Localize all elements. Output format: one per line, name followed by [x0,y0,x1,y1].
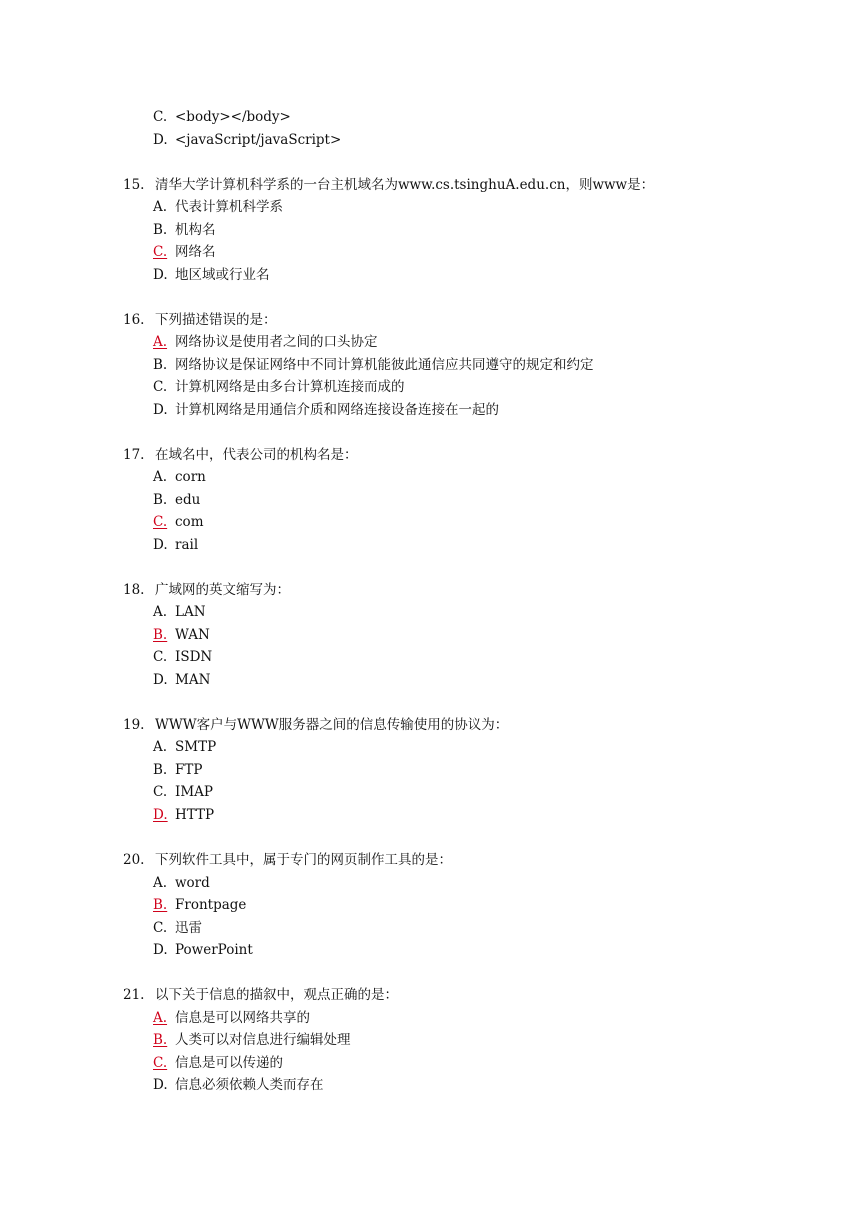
option-text: word [175,875,210,891]
option-text: <body></body> [175,109,291,125]
question-number: 20. [123,852,145,868]
option-b [153,760,202,782]
carryover-option-d [153,130,341,152]
option-text: rail [175,537,199,553]
question-number: 15. [123,177,145,193]
question-number: 18. [123,582,145,598]
option-letter-answer-mark: B. [153,627,168,643]
option-c [153,377,405,399]
question-number: 17. [123,447,145,463]
option-a [153,1008,310,1030]
option-d [153,940,253,962]
question-text: 清华大学计算机科学系的一台主机域名为www.cs.tsinghuA.edu.cn，则www是： [155,177,655,193]
option-text: WAN [175,627,210,643]
option-b [153,355,594,377]
option-text: Frontpage [175,897,247,913]
option-text: 信息是可以网络共享的 [175,1010,310,1026]
option-letter: C. [153,109,168,125]
option-c [153,512,204,534]
option-letter: B. [153,357,168,373]
option-text: <javaScript/javaScript> [175,132,342,148]
question-text: 广域网的英文缩写为： [155,582,290,598]
option-text: 信息必须依赖人类而存在 [175,1077,324,1093]
option-text: 迅雷 [175,920,202,936]
option-letter: B. [153,222,168,238]
option-letter-answer-mark: C. [153,244,168,260]
option-b [153,895,246,917]
option-letter-answer-mark: C. [153,514,168,530]
option-d [153,805,214,827]
option-letter: B. [153,762,168,778]
option-text: IMAP [175,784,213,800]
option-letter: A. [153,199,168,215]
option-d [153,535,198,557]
question-text: 以下关于信息的描叙中，观点正确的是： [155,987,398,1003]
option-b [153,490,200,512]
option-d [153,670,210,692]
option-d [153,1075,324,1097]
option-a [153,197,283,219]
option-letter-answer-mark: A. [153,334,168,350]
option-c [153,242,216,264]
option-letter: A. [153,604,168,620]
option-text: ISDN [175,649,213,665]
question-text: 在域名中，代表公司的机构名是： [155,447,358,463]
carryover-option-c [153,107,291,129]
option-text: 网络名 [175,244,216,260]
option-letter: C. [153,920,168,936]
option-letter: A. [153,469,168,485]
option-a [153,873,210,895]
option-letter-answer-mark: B. [153,1032,168,1048]
option-letter-answer-mark: C. [153,1055,168,1071]
question-number: 21. [123,987,145,1003]
option-b [153,1030,351,1052]
option-text: com [175,514,204,530]
option-text: corn [175,469,206,485]
option-letter: D. [153,537,168,553]
option-letter: D. [153,267,168,283]
option-letter: D. [153,1077,168,1093]
option-a [153,602,206,624]
option-text: 地区域或行业名 [175,267,270,283]
question-text: 下列软件工具中，属于专门的网页制作工具的是： [155,852,452,868]
option-text: PowerPoint [175,942,253,958]
option-a [153,467,206,489]
option-text: edu [175,492,201,508]
option-c [153,647,212,669]
option-letter: D. [153,672,168,688]
option-letter-answer-mark: B. [153,897,168,913]
option-text: 计算机网络是由多台计算机连接而成的 [175,379,405,395]
option-text: 机构名 [175,222,216,238]
option-letter-answer-mark: A. [153,1010,168,1026]
option-text: HTTP [175,807,215,823]
option-b [153,220,216,242]
option-c [153,918,202,940]
option-letter: C. [153,649,168,665]
option-text: MAN [175,672,211,688]
option-letter: A. [153,739,168,755]
option-text: LAN [175,604,206,620]
option-text: 网络协议是保证网络中不同计算机能彼此通信应共同遵守的规定和约定 [175,357,594,373]
option-letter-answer-mark: D. [153,807,168,823]
option-d [153,400,499,422]
question-number: 16. [123,312,145,328]
option-letter: B. [153,492,168,508]
option-text: 人类可以对信息进行编辑处理 [175,1032,351,1048]
option-text: FTP [175,762,203,778]
option-text: SMTP [175,739,217,755]
option-c [153,782,213,804]
option-letter: C. [153,784,168,800]
option-text: 代表计算机科学系 [175,199,283,215]
option-d [153,265,270,287]
option-text: 网络协议是使用者之间的口头协定 [175,334,378,350]
question-number: 19. [123,717,145,733]
option-letter: C. [153,379,168,395]
option-b [153,625,210,647]
option-text: 信息是可以传递的 [175,1055,283,1071]
option-text: 计算机网络是用通信介质和网络连接设备连接在一起的 [175,402,499,418]
option-letter: D. [153,402,168,418]
option-letter: D. [153,942,168,958]
option-c [153,1053,283,1075]
option-a [153,332,378,354]
option-a [153,737,216,759]
question-text: WWW客户与WWW服务器之间的信息传输使用的协议为： [155,717,509,733]
option-letter: D. [153,132,168,148]
option-letter: A. [153,875,168,891]
question-text: 下列描述错误的是： [155,312,277,328]
